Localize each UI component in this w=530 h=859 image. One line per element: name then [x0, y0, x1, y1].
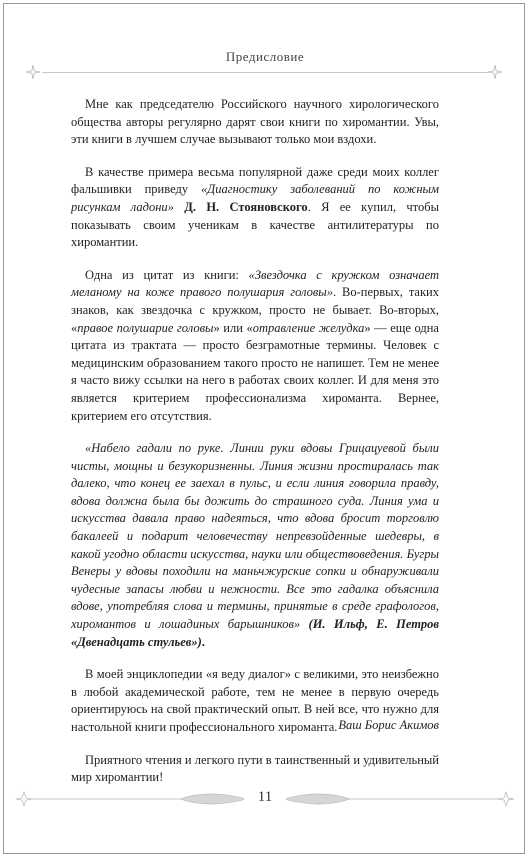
- text-span: » — еще одна цитата из трактата — просто безграмотные термины. Человек с медицинским образованием такого просто не напишет. Тем не менее я часто вижу ссылки на него в работах своих коллег. И для меня это является критерием профессионализма хироманта. Вернее, критерием его отсутствия.: [71, 320, 439, 423]
- text-span: отравление желудка: [252, 320, 365, 335]
- text-span: Приятного чтения и легкого пути в таинственный и удивительный мир хиромантии!: [71, 752, 439, 785]
- text-span: . Я ее купил, чтобы показывать своим ученикам в качестве антилитературы по хиромантии.: [71, 199, 439, 250]
- text-span: . Во-первых, таких знаков, как звездочка с кружком, просто не бывает. Во-вторых, «: [71, 285, 439, 335]
- text-span: Мне как председателю Российского научного хирологического общества авторы регулярно дарят свои книги по хиромантии. Увы, эти книги в лучшем случае вызывают только мои вздохи.: [71, 97, 439, 147]
- paragraph: [71, 96, 439, 149]
- page-number: 11: [257, 789, 273, 805]
- text-span: (И. Ильф, Е. Петров «Двенадцать стульев»): [71, 617, 440, 649]
- signature: Ваш Борис Акимов: [338, 718, 439, 732]
- text-span: Д. Н. Стояновского: [184, 199, 308, 214]
- text-span: «Звездочка с кружком означает меланому на коже правого полушария головы»: [71, 267, 439, 300]
- text-span: Одна из цитат из книги:: [85, 267, 249, 282]
- body-text: [71, 96, 439, 802]
- text-span: В качестве примера весьма популярной даже среди моих коллег фальшивки приведу: [71, 164, 439, 197]
- paragraph: [71, 440, 439, 651]
- text-span: .: [201, 634, 205, 649]
- text-span: правое полушарие головы: [77, 320, 214, 335]
- left-star-ornament-icon: [26, 65, 40, 79]
- paragraph: [71, 267, 439, 425]
- text-span: » или «: [213, 320, 253, 335]
- text-span: [174, 200, 184, 214]
- right-star-ornament-icon: [488, 65, 502, 79]
- paragraph: [71, 164, 439, 252]
- running-header: Предисловие: [225, 49, 305, 64]
- header-rule: [42, 72, 488, 73]
- text-span: «Диагностику заболеваний по кожным рисункам ладони»: [71, 182, 439, 214]
- text-span: «Набело гадали по руке. Линии руки вдовы Грицацуевой были чисты, мощны и безукоризненны. Линия жизни простиралась так далеко, что конец ее заехал в пульс, и если линия говорила правду, вдова должна была бы дожить до страшного суда. Линия ума и искусства давала право надеяться, что вдова бросит торговлю бакалеей и подарит человечеству непревзойденные шедевры, в какой угодно области искусства, науки или обществоведения. Бугры Венеры у вдовы походили на маньчжурские сопки и обнаруживали чудесные запасы любви и нежности. Все это гадалка объяснила вдове, употребляя слова и термины, принятые в среде графологов, хиромантов и лошадиных барышников»: [71, 441, 439, 632]
- text-span: В моей энциклопедии «я веду диалог» с великими, это неизбежно в любой академической работе, тем не менее в первую очередь ориентируюсь на свой практический опыт. В ней все, что нужно для настольной книги профессионального хироманта.: [71, 667, 439, 734]
- paragraph: [71, 752, 439, 787]
